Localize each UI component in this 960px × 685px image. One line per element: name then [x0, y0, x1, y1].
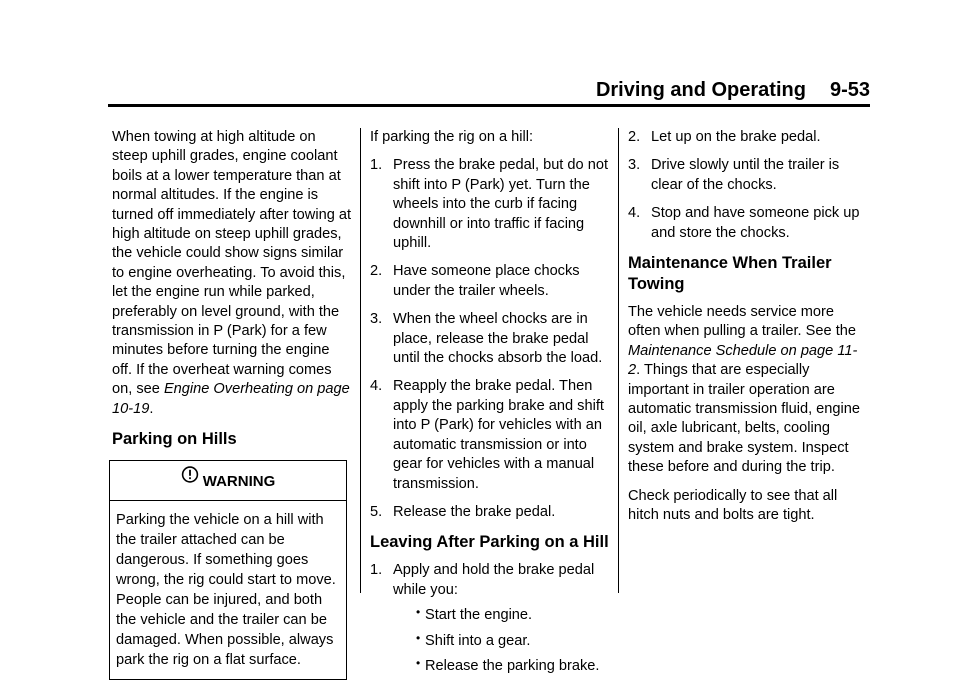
bullet-icon: •	[416, 630, 421, 645]
warning-header	[110, 461, 346, 500]
bullet-icon: •	[416, 655, 421, 670]
list-item: 3. When the wheel chocks are in place, release the brake pedal until the chocks absorb the load.	[370, 311, 603, 367]
bullet-icon: •	[416, 605, 421, 620]
parking-on-hills-heading: Parking on Hills	[112, 430, 237, 449]
list-item: 1. Apply and hold the brake pedal while you: • Start the engine. • Shift into a gear. • Release the parking brake.	[370, 561, 610, 676]
list-item: 5. Release the brake pedal.	[370, 503, 556, 520]
warning-title: WARNING	[202, 473, 276, 491]
list-item: 4. Reapply the brake pedal. Then apply the parking brake and shift into P (Park) for vehicles with an automatic transmission or into gear for vehicles with a manual transmission.	[370, 378, 604, 492]
list-item: 4. Stop and have someone pick up and store the chocks.	[628, 205, 860, 241]
warning-icon	[181, 466, 199, 487]
header-rule	[108, 104, 870, 107]
maintenance-paragraph: The vehicle needs service more often when pulling a trailer. See the Maintenance Schedule on page 11-2. Things that are especially important in trailer operation are automatic transmission fluid, engine oil, axle lubricant, belts, cooling system and brake system. Inspect these before and during the trip.	[628, 304, 860, 476]
leaving-after-parking-heading: Leaving After Parking on a Hill	[370, 533, 609, 552]
maintenance-heading: Maintenance When Trailer Towing	[628, 254, 832, 294]
bullet-item: • Start the engine.	[416, 605, 533, 624]
maintenance-schedule-link[interactable]: Maintenance Schedule on page 11-2	[628, 342, 858, 379]
parking-intro: If parking the rig on a hill:	[370, 129, 534, 145]
list-item: 2. Have someone place chocks under the trailer wheels.	[370, 263, 580, 299]
list-item: 3. Drive slowly until the trailer is clear of the chocks.	[628, 157, 840, 193]
check-paragraph: Check periodically to see that all hitch nuts and bolts are tight.	[628, 487, 838, 524]
column-divider	[618, 128, 619, 593]
page-number: 9-53	[829, 79, 870, 101]
column-2	[370, 128, 610, 685]
leaving-steps	[370, 561, 610, 676]
high-altitude-paragraph: When towing at high altitude on steep uphill grades, engine coolant boils at a lower temperature than at normal altitudes. If the engine is turned off immediately after towing at high altitude on steep uphill grades, the vehicle could show signs similar to engine overheating. To avoid this, let the engine run while parked, preferably on level ground, with the transmission in P (Park) for a few minutes before turning the engine off. If the overheat warning comes on, see Engine Overheating on page 10-19.	[112, 129, 352, 417]
list-item: 2. Let up on the brake pedal.	[628, 129, 821, 145]
list-item: 1. Press the brake pedal, but do not shift into P (Park) yet. Turn the wheels into the curb if facing downhill or into traffic if facing uphill.	[370, 157, 608, 252]
engine-overheating-link[interactable]: Engine Overheating on page 10-19	[112, 381, 350, 417]
leaving-steps-continued	[628, 128, 868, 243]
warning-text: Parking the vehicle on a hill with the trailer attached can be dangerous. If something goes wrong, the rig could start to move. People can be injured, and both the vehicle and the trailer can be damaged. When possible, always park the rig on a flat surface.	[116, 511, 336, 668]
warning-box	[109, 460, 347, 679]
bullet-item: • Shift into a gear.	[416, 630, 531, 649]
column-divider	[360, 128, 361, 593]
bullet-item: • Release the parking brake.	[416, 655, 600, 674]
page-header	[108, 78, 870, 102]
parking-steps	[370, 156, 610, 522]
column-3	[628, 128, 868, 535]
bullet-list	[393, 606, 610, 676]
section-title: Driving and Operating	[595, 79, 806, 101]
column-1	[112, 128, 352, 680]
